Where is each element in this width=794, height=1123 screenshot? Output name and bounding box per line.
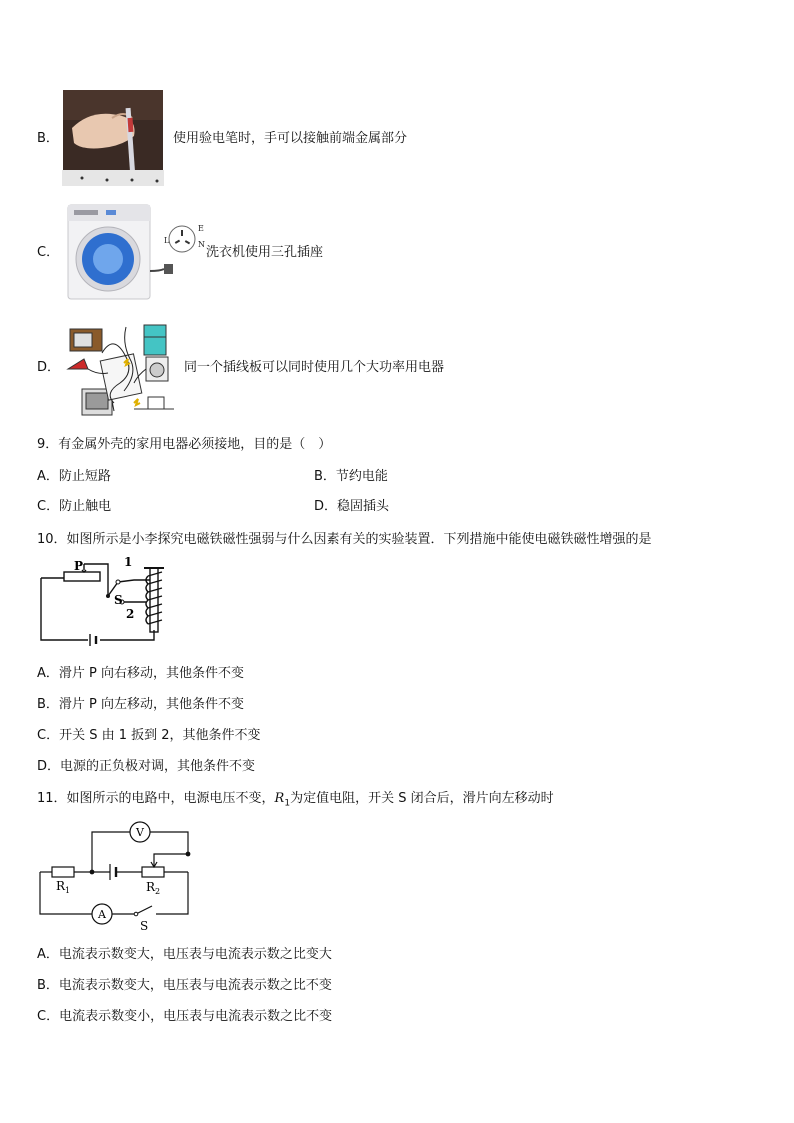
q8-option-d-text: 同一个插线板可以同时使用几个大功率用电器: [184, 360, 445, 375]
socket-label-n: N: [198, 240, 205, 249]
slider-label-p: P: [74, 559, 84, 573]
socket-label-e: E: [198, 224, 204, 233]
ammeter-label: A: [98, 908, 106, 921]
q11-option-b: B．电流表示数变大，电压表与电流表示数之比不变: [37, 978, 332, 993]
test-pen-photo: [62, 88, 172, 190]
q10-option-d: D．电源的正负极对调，其他条件不变: [37, 759, 256, 774]
switch-pos1-label: 1: [124, 556, 133, 569]
q8-option-c-letter: C．: [37, 245, 60, 260]
q8-option-c-text: 洗衣机使用三孔插座: [206, 245, 324, 260]
switch-label-s: S: [114, 593, 123, 607]
q10-option-c: C．开关 S 由 1 扳到 2，其他条件不变: [37, 728, 261, 743]
q10-stem: 10．如图所示是小李探究电磁铁磁性强弱与什么因素有关的实验装置．下列措施中能使电磁铁磁性增强的是: [37, 532, 652, 547]
q10-option-a: A．滑片 P 向右移动，其他条件不变: [37, 666, 244, 681]
q11-option-a: A．电流表示数变大，电压表与电流表示数之比变大: [37, 947, 332, 962]
washing-machine-illustration: [64, 201, 206, 303]
resistor-circuit-diagram: [38, 820, 194, 932]
voltmeter-label: V: [136, 826, 144, 839]
q8-option-b-text: 使用验电笔时，手可以接触前端金属部分: [173, 131, 408, 146]
r1-label: $R_1$: [56, 879, 71, 895]
socket-label-l: L: [164, 236, 170, 245]
q8-option-b-letter: B．: [37, 131, 59, 146]
electromagnet-circuit-diagram: [38, 556, 172, 648]
q11-stem: 11．如图所示的电路中，电源电压不变，$R_1$为定值电阻，开关 S 闭合后，滑片向左移动时: [37, 791, 554, 809]
switch-label-s: S: [140, 919, 149, 932]
q9-stem: 9．有金属外壳的家用电器必须接地，目的是（ ）: [37, 437, 332, 452]
overloaded-power-strip-illustration: [64, 313, 184, 421]
switch-pos2-label: 2: [126, 607, 135, 621]
r2-label: $R_2$: [146, 880, 161, 896]
q9-option-b: B．节约电能: [314, 469, 388, 484]
q8-option-d-letter: D．: [37, 360, 61, 375]
q9-option-d: D．稳固插头: [314, 499, 390, 514]
q9-option-a: A．防止短路: [37, 469, 111, 484]
q11-option-c: C．电流表示数变小，电压表与电流表示数之比不变: [37, 1009, 333, 1024]
q9-option-c: C．防止触电: [37, 499, 112, 514]
q10-option-b: B．滑片 P 向左移动，其他条件不变: [37, 697, 245, 712]
